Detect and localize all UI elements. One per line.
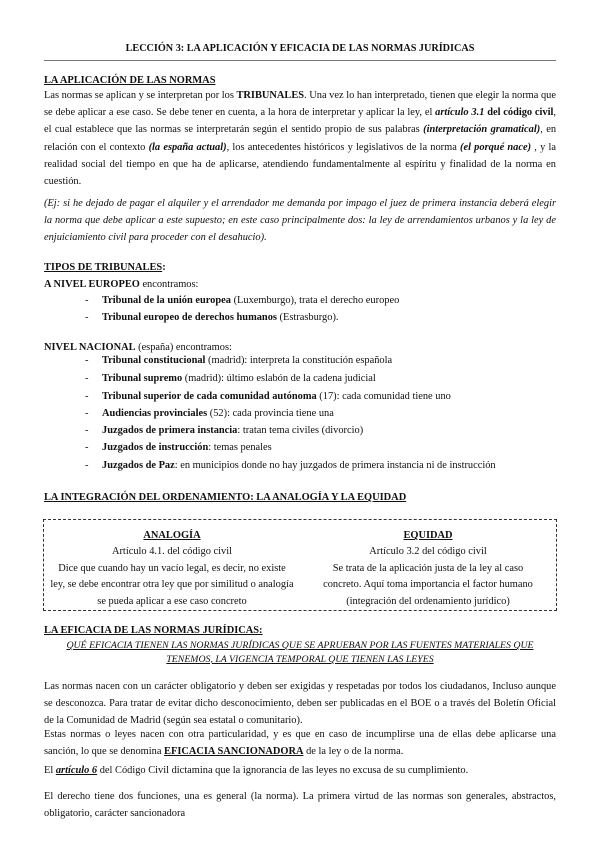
equidad-text: Se trata de la aplicación justa de la ley al caso concreto. Aquí toma importancia el factor humano (integración del ordenamiento jurídico): [323, 562, 533, 607]
paragraph-eficacia-1: Las normas nacen con un carácter obligatorio y deben ser exigidas y respetadas por todos los ciudadanos, Incluso aunque se desconozca. Para tratar de evitar dicho desconocimiento, deben ser publicadas en el BOE o a través del Boletín Oficial de la Comunidad de Madrid (según sea estatal o comunitario).: [44, 681, 556, 727]
section-heading-integracion: LA INTEGRACIÓN DEL ORDENAMIENTO: LA ANALOGÍA Y LA EQUIDAD: [44, 492, 407, 503]
equidad-article: Artículo 3.2 del código civil: [369, 546, 487, 558]
section-heading-tribunales: TIPOS DE TRIBUNALES:: [44, 262, 166, 273]
example-paragraph: (Ej: si he dejado de pagar el alquiler y el arrendador me demanda por impago el juez de primera instancia deberá elegir la norma que debe aplicar a este supuesto; en este caso principalmente dos: la ley de arrendamientos urbanos y la ley de enjuiciamiento civil para proceder con el desahucio).: [44, 198, 556, 244]
euro-intro: A NIVEL EUROPEO encontramos:: [44, 279, 199, 290]
paragraph-articulo-6: El artículo 6 del Código Civil dictamina que la ignorancia de las leyes no excusa de su cumplimiento.: [44, 765, 469, 776]
paragraph-aplicacion: Las normas se aplican y se interpretan por los TRIBUNALES. Una vez lo han interpretado, tienen que elegir la norma que se debe aplicar a ese caso. Se debe tener en cuenta, a la hora de interpretar y aplicar la ley, el artículo 3.1 del código civil, el cual establece que las normas se interpretarán según el sentido propio de sus palabras (interpretación gramatical), en relación con el contexto (la españa actual), los antecedentes históricos y legislativos de la norma (el porqué nace) , y la realidad social del tiempo en que ha de aplicarse, atendiendo fundamentalmente al espíritu y finalidad de la norma en cuestión.: [44, 90, 557, 188]
comparison-box: [43, 519, 557, 611]
page-title: LECCIÓN 3: LA APLICACIÓN Y EFICACIA DE LAS NORMAS JURÍDICAS: [125, 43, 475, 54]
equidad-column: [300, 528, 556, 610]
nacional-intro: NIVEL NACIONAL (españa) encontramos:: [44, 342, 232, 353]
section-heading-aplicacion: LA APLICACIÓN DE LAS NORMAS: [44, 75, 216, 86]
section-heading-eficacia: LA EFICACIA DE LAS NORMAS JURÍDICAS:: [44, 625, 263, 636]
analogia-title: ANALOGÍA: [143, 530, 201, 541]
analogia-article: Artículo 4.1. del código civil: [111, 546, 233, 558]
paragraph-eficacia-2: Estas normas o leyes nacen con otra particularidad, y es que en caso de incumplirse una de ellas debe aplicarse una sanción, lo que se denomina EFICACIA SANCIONADORA de la ley o de la norma.: [44, 729, 556, 758]
paragraph-funciones: El derecho tiene dos funciones, una es general (la norma). La primera virtud de las normas son generales, abstractos, obligatorio, carácter sancionadora: [44, 791, 556, 820]
analogia-column: [44, 528, 300, 610]
eficacia-subtitle: QUÉ EFICACIA TIENEN LAS NORMAS JURÍDICAS QUE SE APRUEBAN POR LAS FUENTES MATERIALES QUE TENEMOS, LA VIGENCIA TEMPORAL QUE TIENEN LAS LEYES: [66, 640, 534, 665]
equidad-title: EQUIDAD: [403, 530, 453, 541]
title-divider: [44, 60, 556, 61]
analogia-text: Dice que cuando hay un vacío legal, es decir, no existe ley, se debe encontrar otra ley que por similitud o analogía se pueda aplicar a ese caso concreto: [50, 562, 294, 607]
